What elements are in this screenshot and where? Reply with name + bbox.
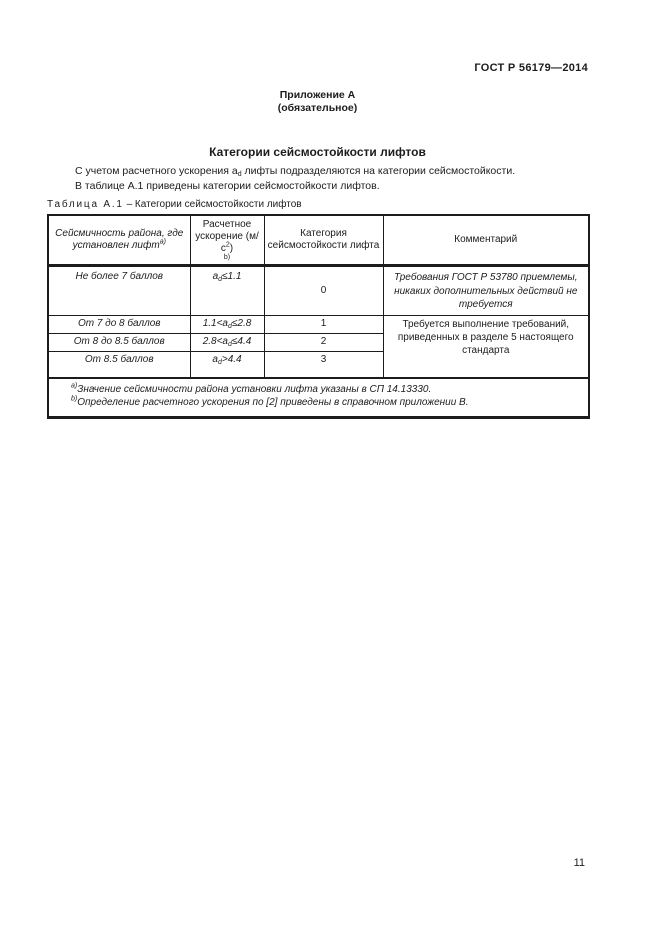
cell-acceleration-2: [190, 334, 264, 352]
footnote-a: [71, 383, 582, 397]
cell-category-1: 1: [264, 316, 383, 334]
accel-value: 2.8<a: [202, 336, 228, 347]
accel-subscript: d: [228, 341, 232, 348]
cell-seismicity-0: Не более 7 баллов: [48, 266, 190, 316]
cell-category-3: 3: [264, 352, 383, 378]
header-acceleration-units-close: ): [229, 243, 234, 254]
paragraph-1-text-continued: лифты подразделяются на категории сейсмостойкости.: [241, 165, 516, 177]
acceleration-subscript: d: [237, 171, 242, 178]
cell-category-2: 2: [264, 334, 383, 352]
accel-value: a: [212, 271, 219, 282]
table-caption-text: – Категории сейсмостойкости лифтов: [123, 199, 302, 210]
footnote-a-marker: a): [71, 382, 78, 390]
cell-seismicity-3: От 8.5 баллов: [48, 352, 190, 378]
squared-superscript: 2: [225, 241, 230, 249]
header-acceleration-line2: [193, 231, 262, 255]
table-footnotes-row: [48, 378, 589, 418]
footnote-b-text: Определение расчетного ускорения по [2] приведены в справочном приложении В.: [77, 397, 469, 408]
cell-comment-0: Требования ГОСТ Р 53780 приемлемы, никаких дополнительных действий не требуется: [383, 266, 589, 316]
footnote-b-marker: b): [71, 395, 78, 403]
paragraph-1: [47, 165, 588, 180]
footnote-a-text: Значение сейсмичности района установки лифта указаны в СП 14.13330.: [77, 383, 432, 395]
table-header-row: [48, 215, 589, 266]
standard-number-header: ГОСТ Р 56179—2014: [474, 62, 588, 74]
accel-condition: ≤2.8: [231, 318, 252, 329]
header-acceleration-units: ускорение (м/с: [195, 231, 259, 254]
table-caption: [47, 199, 588, 210]
appendix-title: Приложение А: [279, 89, 356, 101]
header-seismicity-text: Сейсмичность района, где установлен лифт: [55, 228, 184, 251]
accel-condition: >4.4: [221, 354, 242, 365]
accel-value: a: [212, 354, 218, 365]
accel-condition: ≤1.1: [222, 271, 242, 282]
cell-comment-span: Требуется выполнение требований, приведенных в разделе 5 настоящего стандарта: [383, 316, 589, 378]
accel-value: 1.1<a: [202, 318, 228, 329]
table-footnotes: [48, 378, 589, 418]
header-comment: Комментарий: [383, 215, 589, 266]
table-row: [48, 266, 589, 316]
footnote-marker-a: a): [159, 238, 166, 246]
table-caption-label: Таблица А.1: [47, 199, 124, 210]
footnote-marker-b: b): [223, 254, 231, 261]
accel-subscript: d: [217, 359, 222, 366]
page-content: [47, 62, 588, 419]
section-title: Категории сейсмостойкости лифтов: [209, 145, 426, 159]
cell-acceleration-1: [190, 316, 264, 334]
table-row: [48, 316, 589, 334]
accel-subscript: d: [218, 276, 223, 283]
header-acceleration: [190, 215, 264, 266]
cell-seismicity-1: От 7 до 8 баллов: [48, 316, 190, 334]
cell-acceleration-3: [190, 352, 264, 378]
accel-subscript: d: [228, 323, 232, 330]
appendix-subtitle: (обязательное): [277, 102, 358, 114]
accel-condition: ≤4.4: [231, 336, 252, 347]
page-number: 11: [573, 857, 585, 869]
header-seismicity: [48, 215, 190, 266]
cell-category-0: 0: [264, 266, 383, 316]
cell-seismicity-2: От 8 до 8.5 баллов: [48, 334, 190, 352]
body-paragraphs: [47, 165, 588, 192]
header-category: Категория сейсмостойкости лифта: [264, 215, 383, 266]
paragraph-1-text: С учетом расчетного ускорения a: [75, 165, 238, 177]
header-acceleration-line1: Расчетное: [202, 219, 252, 230]
appendix-heading: [47, 89, 588, 115]
seismic-categories-table: [47, 214, 590, 419]
cell-acceleration-0: [190, 266, 264, 316]
paragraph-2: В таблице А.1 приведены категории сейсмостойкости лифтов.: [75, 179, 380, 192]
footnote-b: [71, 396, 582, 410]
